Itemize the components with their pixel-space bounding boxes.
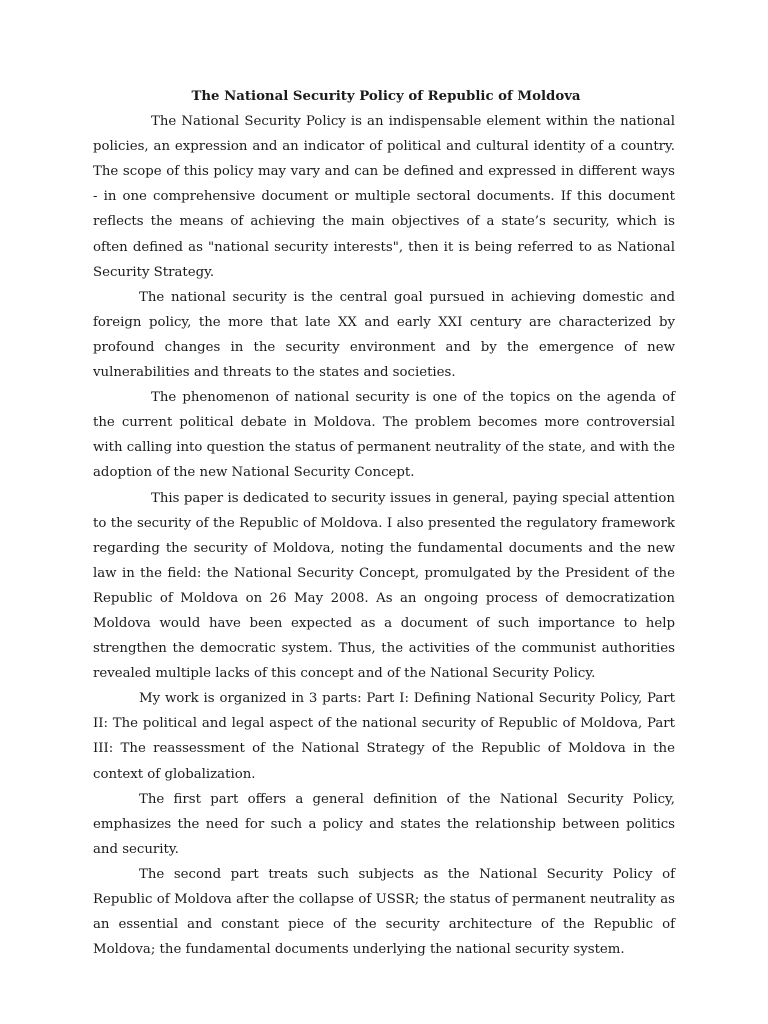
paragraph-work-structure: My work is organized in 3 parts: Part I: Defining National Security Policy, Part II: The political and legal aspect of the national security of Republic of Moldova, Part III: The reassessment of the National Strategy of the Republic of Moldova in the context of globalization. — [93, 691, 675, 782]
paragraph-phenomenon: The phenomenon of national security is one of the topics on the agenda of the current political debate in Moldova. The problem becomes more controversial with calling into question the status of permanent neutrality of the state, and with the adoption of the new National Security Concept. — [93, 390, 675, 481]
document-title: The National Security Policy of Republic of Moldova — [191, 89, 581, 104]
paragraph-first-part: The first part offers a general definition of the National Security Policy, emphasizes the need for such a policy and states the relationship between politics and security. — [93, 791, 675, 857]
paragraph-paper-purpose: This paper is dedicated to security issues in general, paying special attention to the security of the Republic of Moldova. I also presented the regulatory framework regarding the security of Moldova, noting the fundamental documents and the new law in the field: the National Security Concept, promulgated by the President of the Republic of Moldova on 26 May 2008. As an ongoing process of democratization Moldova would have been expected as a document of such importance to help strengthen the democratic system. Thus, the activities of the communist authorities revealed multiple lacks of this concept and of the National Security Policy. — [93, 490, 675, 682]
document-page — [93, 84, 675, 962]
paragraph-central-goal: The national security is the central goal pursued in achieving domestic and foreign policy, the more that late XX and early XXI century are characterized by profound changes in the security environment and by the emergence of new vulnerabilities and threats to the states and societies. — [93, 289, 675, 381]
paragraph-second-part: The second part treats such subjects as the National Security Policy of Republic of Moldova after the collapse of USSR; the status of permanent neutrality as an essential and constant piece of the security architecture of the Republic of Moldova; the fundamental documents underlying the national security system. — [93, 866, 675, 958]
paragraph-intro: The National Security Policy is an indispensable element within the national policies, an expression and an indicator of political and cultural identity of a country. The scope of this policy may vary and can be defined and expressed in different ways - in one comprehensive document or multiple sectoral documents. If this document reflects the means of achieving the main objectives of a state’s security, which is often defined as "national security interests", then it is being referred to as National Security Strategy. — [93, 114, 675, 280]
